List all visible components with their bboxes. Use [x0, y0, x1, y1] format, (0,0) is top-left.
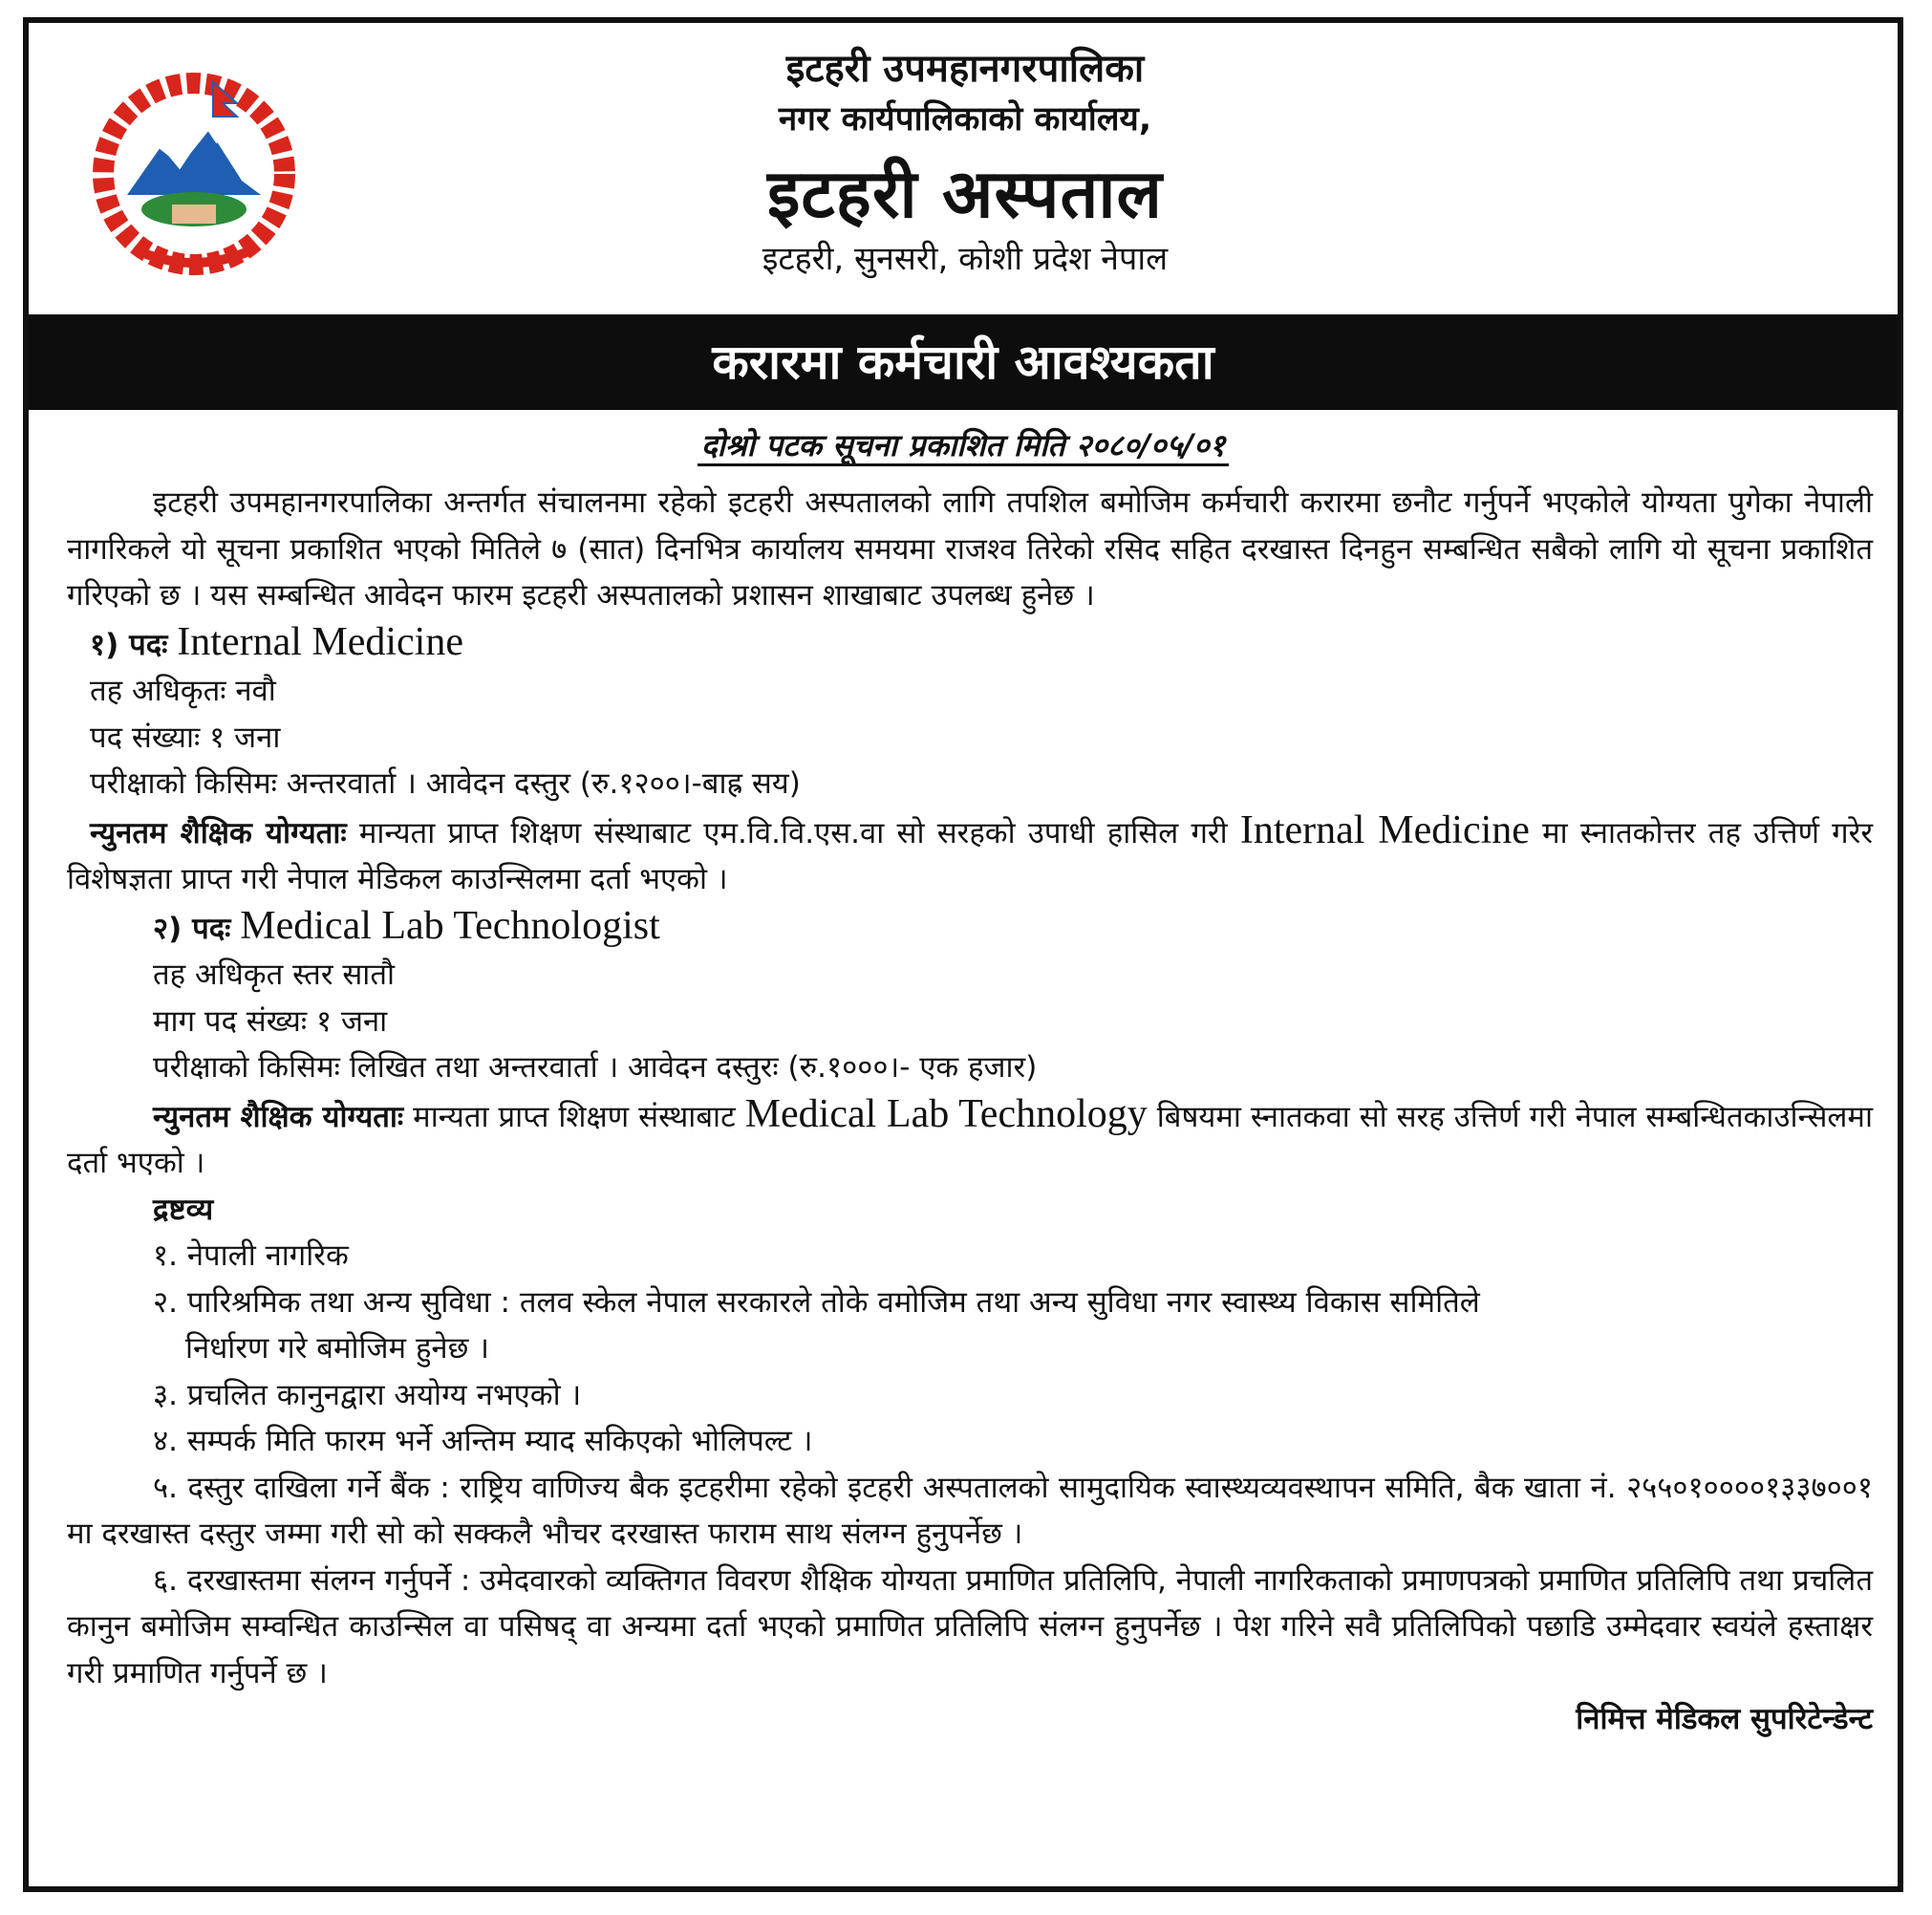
- post-2-qual-text1: मान्यता प्राप्त शिक्षण संस्थाबाट: [413, 1099, 736, 1134]
- post-2-qual-text2: बिषयमा स्नातकवा सो सरह उत्तिर्ण गरी नेपाल सम्बन्धितकाउन्सिलमा दर्ता भएको ।: [67, 1099, 1874, 1180]
- post-1-prefix: १) पदः: [90, 627, 168, 662]
- post-1-title: Internal Medicine: [177, 619, 463, 664]
- note-3: ३. प्रचलित कानुनद्वारा अयोग्य नभएको ।: [153, 1377, 582, 1412]
- post-2-title-line: [67, 903, 1873, 953]
- post-2-count: माग पद संख्यः १ जना: [153, 1003, 388, 1039]
- post-2-qual-label: न्युनतम शैक्षिक योग्यताः: [153, 1099, 404, 1134]
- note-5: ५. दस्तुर दाखिला गर्ने बैंक : राष्ट्रिय वाणिज्य बैक इटहरीमा रहेको इटहरी अस्पतालको सामुदायिक स्वास्थ्यव्यवस्थापन समिति, बैक खाता नं. २५५०१००००१३३७००१ मा दरखास्त दस्तुर जम्मा गरी सो को सक्कलै भौचर दरखास्त फाराम साथ संलग्न हुनुपर्नेछ ।: [67, 1470, 1873, 1551]
- post-1-qualification: [67, 807, 1873, 903]
- publication-date-heading: [29, 424, 1898, 465]
- post-2-qualification: [67, 1091, 1873, 1187]
- post-1-level: तह अधिकृतः नवौ: [90, 674, 276, 708]
- address: इटहरी, सुनसरी, कोशी प्रदेश नेपाल: [762, 240, 1169, 278]
- notice-frame: [23, 17, 1903, 1892]
- post-1-qual-text1: मान्यता प्राप्त शिक्षण संस्थाबाट एम.वि.वि.एस.वा सो सरहको उपाधी हासिल गरी: [358, 815, 1228, 850]
- note-4: ४. सम्पर्क मिति फारम भर्ने अन्तिम म्याद सकिएको भोलिपल्ट ।: [153, 1424, 813, 1458]
- post-2-title: Medical Lab Technologist: [240, 903, 660, 948]
- note-6: ६. दरखास्तमा संलग्न गर्नुपर्ने : उमेदवारको व्यक्तिगत विवरण शैक्षिक योग्यता प्रमाणित प्रतिलिपि, नेपाली नागरिकताको प्रमाणपत्रको प्रमाणित प्रतिलिपि तथा प्रचलित कानुन बमोजिम सम्वन्धित काउन्सिल वा पसिषद् वा अन्यमा दर्ता भएको प्रमाणित प्रतिलिपि संलग्न हुनुपर्नेछ । पेश गरिने सवै प्रतिलिपिको पछाडि उम्मेदवार स्वयंले हस्ताक्षर गरी प्रमाणित गर्नुपर्ने छ ।: [67, 1562, 1874, 1690]
- post-1-count: पद संख्याः १ जना: [90, 720, 281, 755]
- header: [29, 23, 1898, 314]
- post-2-qual-en: Medical Lab Technology: [744, 1091, 1148, 1136]
- notice-body: [67, 480, 1873, 1743]
- post-2-exam: परीक्षाको किसिमः लिखित तथा अन्तरवार्ता । आवेदन दस्तुरः (रु.१०००।- एक हजार): [153, 1050, 1038, 1085]
- post-1-qual-label: न्युनतम शैक्षिक योग्यताः: [90, 815, 347, 850]
- post-1-qual-en: Internal Medicine: [1239, 807, 1530, 852]
- note-2: २. पारिश्रमिक तथा अन्य सुविधा : तलव स्केल नेपाल सरकारले तोके वमोजिम तथा अन्य सुविधा नगर स्वास्थ्य विकास समितिले: [153, 1284, 1480, 1320]
- notice-banner: करारमा कर्मचारी आवश्यकता: [29, 314, 1898, 410]
- post-1-title-line: [67, 619, 1873, 669]
- note-2-continued: निर्धारण गरे बमोजिम हुनेछ ।: [185, 1331, 489, 1366]
- post-1-qual-text2: मा स्नातकोत्तर तह उत्तिर्ण गरेर विशेषज्ञता प्राप्त गरी नेपाल मेडिकल काउन्सिलमा दर्ता भएको ।: [67, 815, 1873, 896]
- publication-date-text: दोश्रो पटक सूचना प्रकाशित मिति २०८०/०५/०१: [698, 427, 1230, 466]
- signature: निमित्त मेडिकल सुपरिटेन्डेन्ट: [1576, 1702, 1873, 1736]
- office-name: नगर कार्यपालिकाको कार्यालय,: [778, 100, 1152, 139]
- note-1: १. नेपाली नागरिक: [153, 1238, 349, 1273]
- notes-title: द्रष्टव्य: [153, 1192, 214, 1227]
- municipality-name: इटहरी उपमहानगरपालिका: [785, 47, 1145, 91]
- hospital-name: इटहरी अस्पताल: [767, 155, 1163, 233]
- post-2-prefix: २) पदः: [153, 911, 231, 946]
- post-2-level: तह अधिकृत स्तर सातौ: [153, 958, 396, 992]
- intro-paragraph: इटहरी उपमहानगरपालिका अन्तर्गत संचालनमा रहेको इटहरी अस्पतालको लागि तपशिल बमोजिम कर्मचारी करारमा छनौट गर्नुपर्ने भएकोले योग्यता पुगेका नेपाली नागरिकले यो सूचना प्रकाशित भएको मितिले ७ (सात) दिनभित्र कार्यालय समयमा राजश्व तिरेको रसिद सहित दरखास्त दिनहुन सम्बन्धित सबैको लागि यो सूचना प्रकाशित गरिएको छ । यस सम्बन्धित आवेदन फारम इटहरी अस्पतालको प्रशासन शाखाबाट उपलब्ध हुनेछ ।: [67, 485, 1873, 613]
- post-1-exam: परीक्षाको किसिमः अन्तरवार्ता । आवेदन दस्तुर (रु.१२००।-बाह्र सय): [90, 766, 801, 801]
